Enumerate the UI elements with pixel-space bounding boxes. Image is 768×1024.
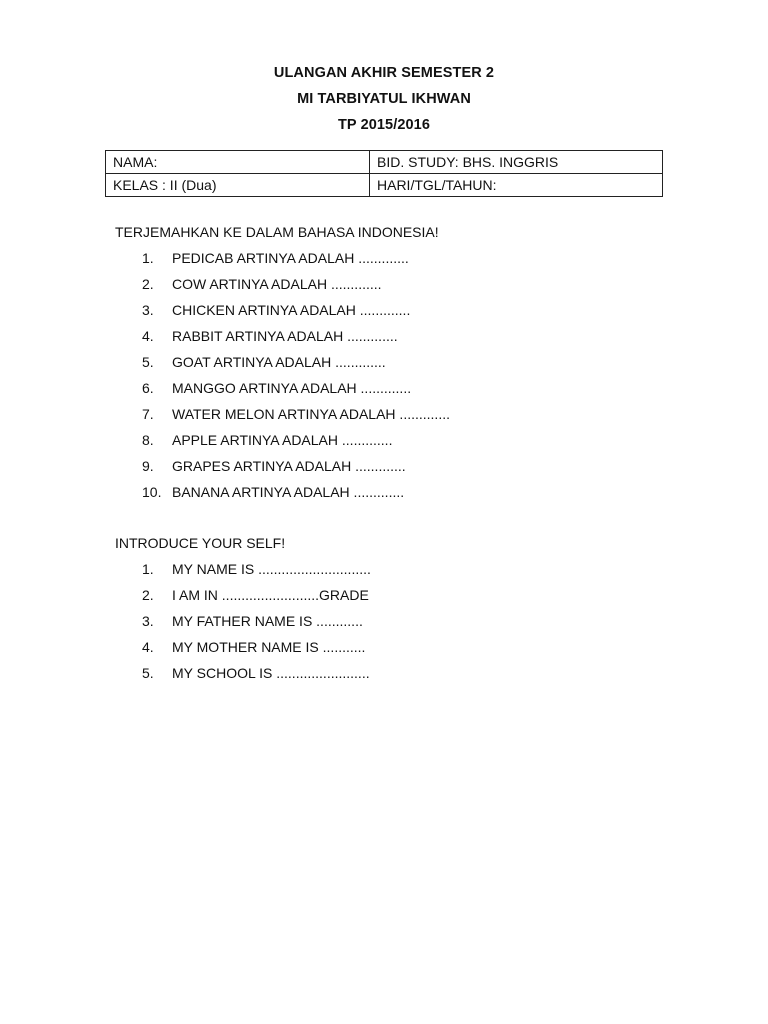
question-item [115, 479, 715, 505]
question-text: PEDICAB ARTINYA ADALAH ............. [172, 250, 409, 266]
question-item [115, 271, 715, 297]
question-text: MY NAME IS ............................. [172, 561, 371, 577]
question-item [115, 608, 715, 634]
question-number: 4. [142, 639, 154, 655]
question-text: GRAPES ARTINYA ADALAH ............. [172, 458, 406, 474]
question-number: 1. [142, 561, 154, 577]
question-text: I AM IN .........................GRADE [172, 587, 369, 603]
question-number: 2. [142, 276, 154, 292]
introduce-section [115, 530, 715, 686]
question-number: 3. [142, 613, 154, 629]
question-number: 9. [142, 458, 154, 474]
question-item [115, 297, 715, 323]
name-cell: NAMA: [106, 151, 370, 174]
question-text: MANGGO ARTINYA ADALAH ............. [172, 380, 412, 396]
question-text: RABBIT ARTINYA ADALAH ............. [172, 328, 398, 344]
question-item [115, 375, 715, 401]
class-cell: KELAS : II (Dua) [106, 174, 370, 197]
question-number: 10. [142, 484, 162, 500]
question-text: GOAT ARTINYA ADALAH ............. [172, 354, 386, 370]
question-number: 7. [142, 406, 154, 422]
introduce-section-title: INTRODUCE YOUR SELF! [115, 535, 286, 551]
question-text: BANANA ARTINYA ADALAH ............. [172, 484, 405, 500]
question-number: 5. [142, 354, 154, 370]
question-item [115, 349, 715, 375]
question-text: MY SCHOOL IS ........................ [172, 665, 370, 681]
question-item [115, 634, 715, 660]
question-text: CHICKEN ARTINYA ADALAH ............. [172, 302, 411, 318]
question-text: COW ARTINYA ADALAH ............. [172, 276, 382, 292]
question-item [115, 453, 715, 479]
question-number: 3. [142, 302, 154, 318]
question-item [115, 582, 715, 608]
subject-cell: BID. STUDY: BHS. INGGRIS [370, 151, 663, 174]
question-number: 4. [142, 328, 154, 344]
question-text: MY MOTHER NAME IS ........... [172, 639, 366, 655]
exam-header [0, 60, 768, 138]
question-number: 5. [142, 665, 154, 681]
question-number: 6. [142, 380, 154, 396]
translation-section [115, 219, 715, 505]
question-text: APPLE ARTINYA ADALAH ............. [172, 432, 393, 448]
question-number: 1. [142, 250, 154, 266]
question-item [115, 427, 715, 453]
school-year: TP 2015/2016 [337, 117, 431, 133]
info-row-2 [106, 174, 663, 197]
school-name: MI TARBIYATUL IKHWAN [297, 91, 471, 107]
info-row-1 [106, 151, 663, 174]
question-text: WATER MELON ARTINYA ADALAH ............. [172, 406, 450, 422]
question-item [115, 245, 715, 271]
translation-question-list [115, 245, 715, 505]
student-info-table [105, 150, 663, 197]
question-text: MY FATHER NAME IS ............ [172, 613, 363, 629]
question-item [115, 556, 715, 582]
question-number: 8. [142, 432, 154, 448]
question-item [115, 323, 715, 349]
exam-title: ULANGAN AKHIR SEMESTER 2 [273, 65, 495, 81]
question-number: 2. [142, 587, 154, 603]
question-item [115, 660, 715, 686]
date-cell: HARI/TGL/TAHUN: [370, 174, 663, 197]
question-item [115, 401, 715, 427]
translation-section-title: TERJEMAHKAN KE DALAM BAHASA INDONESIA! [115, 224, 439, 240]
introduce-question-list [115, 556, 715, 686]
